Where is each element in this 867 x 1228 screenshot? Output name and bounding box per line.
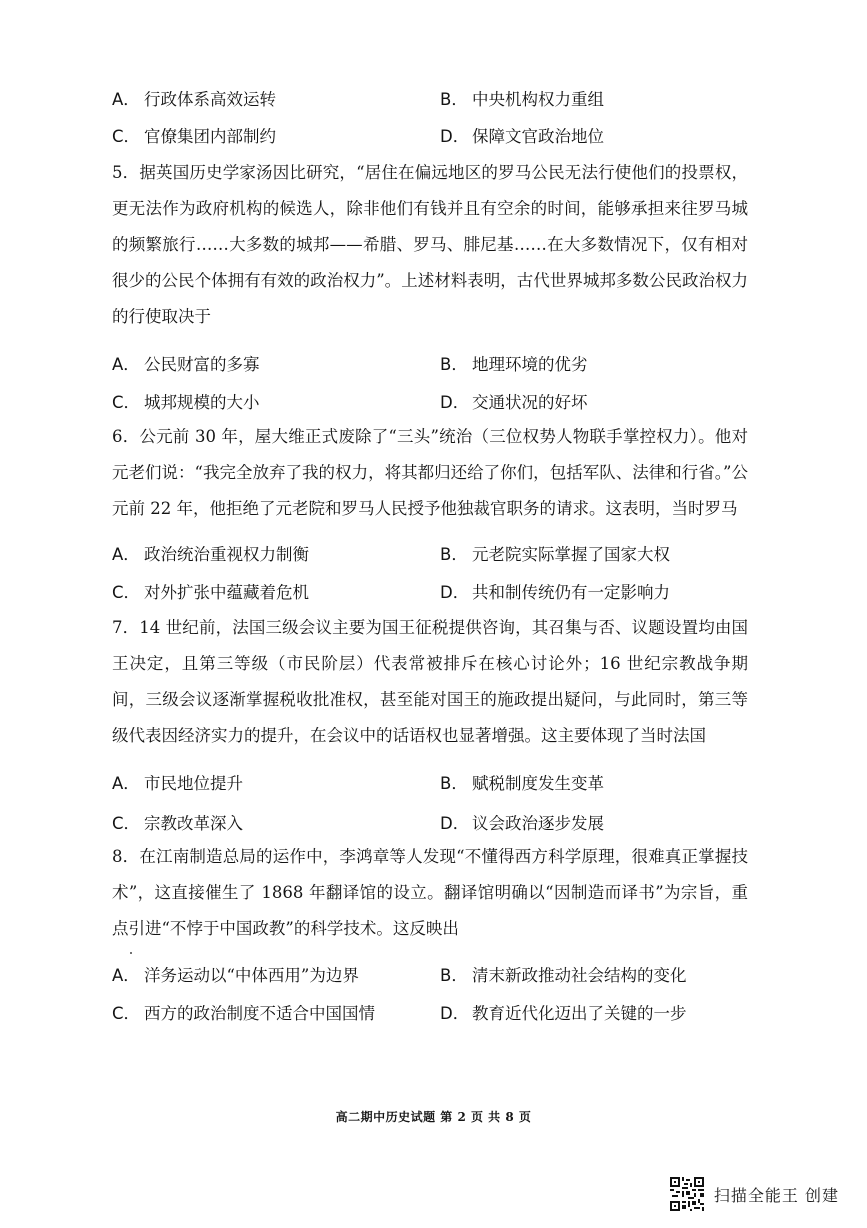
q7-option-c[interactable]: C． 宗教改革深入 [112,814,243,833]
q8-options-row-2 [112,1000,772,1030]
q6-stem: 6．公元前 30 年，屋大维正式废除了“三头”统治（三位权势人物联手掌控权力）。他对元老们说：“我完全放弃了我的权力，将其都归还给了你们，包括军队、法律和行省。”公元前 22 年，他拒绝了元老院和罗马人民授予他独裁官职务的请求。这表明，当时罗马 [112,427,748,518]
q7-option-a[interactable]: A． 市民地位提升 [112,774,243,793]
page-footer: 高二期中历史试题 第 2 页 共 8 页 [335,1110,532,1124]
q5-options-row-1 [112,351,772,381]
q5-option-d[interactable]: D． 交通状况的好坏 [440,393,588,412]
q8-option-c[interactable]: C． 西方的政治制度不适合中国国情 [112,1004,375,1023]
q5-options-row-2 [112,389,772,419]
q7-option-d[interactable]: D． 议会政治逐步发展 [440,814,604,833]
q8-option-b[interactable]: B． 清末新政推动社会结构的变化 [440,966,687,985]
q6-option-c[interactable]: C． 对外扩张中蕴藏着危机 [112,583,309,602]
q5-stem: 5．据英国历史学家汤因比研究，“居住在偏远地区的罗马公民无法行使他们的投票权，更无法作为政府机构的候选人，除非他们有钱并且有空余的时间，能够承担来往罗马城的频繁旅行……大多数的城邦——希腊、罗马、腓尼基……在大多数情况下，仅有相对很少的公民个体拥有有效的政治权力”。上述材料表明，古代世界城邦多数公民政治权力的行使取决于 [112,163,748,326]
q6-option-d[interactable]: D． 共和制传统仍有一定影响力 [440,583,670,602]
q7-option-b[interactable]: B． 赋税制度发生变革 [440,774,604,793]
scanner-watermark [670,1176,839,1212]
q6-option-a[interactable]: A． 政治统治重视权力制衡 [112,545,309,564]
q8-option-d[interactable]: D． 教育近代化迈出了关键的一步 [440,1004,687,1023]
q7-options-row-2 [112,810,772,840]
q7-options-row-1 [112,770,772,800]
q4-options-row-2 [112,123,772,153]
q5-option-b[interactable]: B． 地理环境的优劣 [440,355,588,374]
q4-option-b[interactable]: B． 中央机构权力重组 [440,90,604,109]
scanner-stamp-text: 扫描全能王 创建 [713,1185,839,1205]
q4-option-a[interactable]: A． 行政体系高效运转 [112,90,276,109]
q4-option-c[interactable]: C． 官僚集团内部制约 [112,127,276,146]
q6-options-row-1 [112,541,772,571]
qr-code-icon [670,1177,704,1211]
q4-options-row-1 [112,86,772,116]
q7-stem: 7．14 世纪前，法国三级会议主要为国王征税提供咨询，其召集与否、议题设置均由国王决定，且第三等级（市民阶层）代表常被排斥在核心讨论外；16 世纪宗教战争期间，三级会议逐渐掌握税收批准权，甚至能对国王的施政提出疑问，与此同时，第三等级代表因经济实力的提升，在会议中的话语权也显著增强。这主要体现了当时法国 [112,618,748,745]
q5-option-a[interactable]: A． 公民财富的多寡 [112,355,260,374]
q4-option-d[interactable]: D． 保障文官政治地位 [440,127,604,146]
q6-options-row-2 [112,579,772,609]
q8-stem: 8．在江南制造总局的运作中，李鸿章等人发现“不懂得西方科学原理，很难真正掌握技术”，这直接催生了 1868 年翻译馆的设立。翻译馆明确以“因制造而译书”为宗旨，重点引进“不悖于中国政教”的科学技术。这反映出 [112,847,748,938]
scan-speck [130,952,132,954]
q5-option-c[interactable]: C． 城邦规模的大小 [112,393,260,412]
q6-option-b[interactable]: B． 元老院实际掌握了国家大权 [440,545,670,564]
q8-option-a[interactable]: A． 洋务运动以“中体西用”为边界 [112,966,359,985]
q8-options-row-1 [112,962,772,992]
